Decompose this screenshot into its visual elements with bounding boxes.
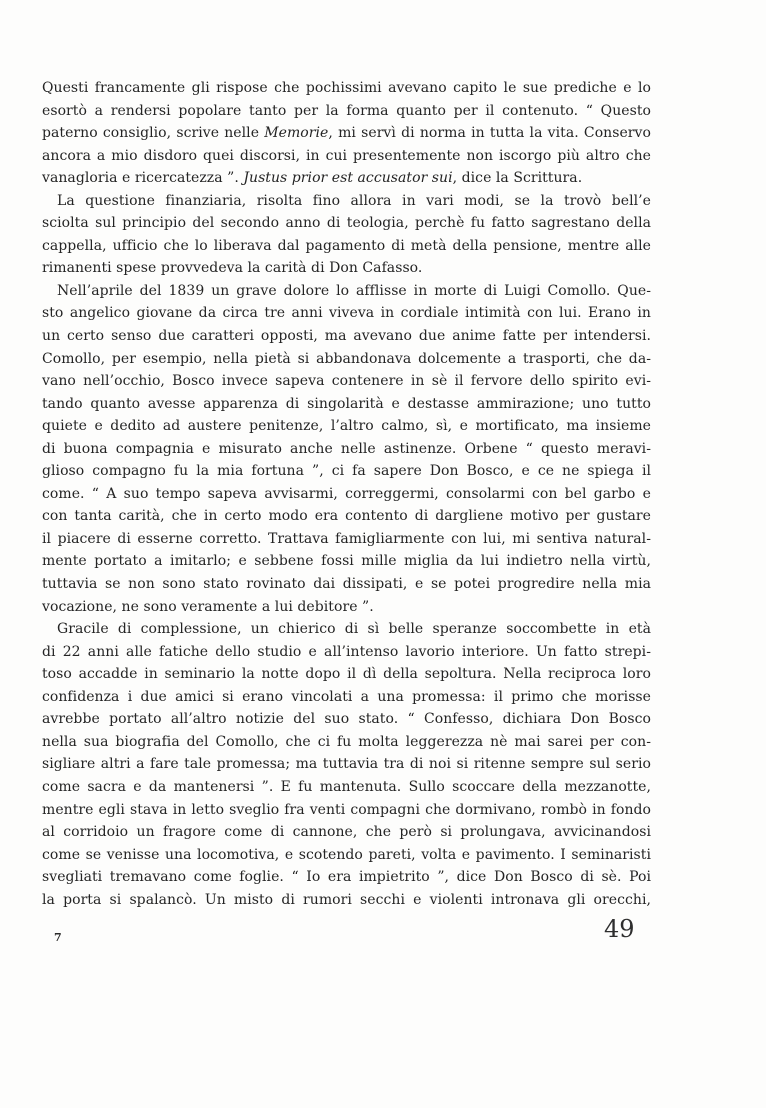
text-line: nella sua biografia del Comollo, che ci fu molta leggerezza nè mai sarei per con- <box>42 733 651 750</box>
italic-text-segment: Justus prior est accusator sui <box>243 170 453 187</box>
text-line: mentre egli stava in letto sveglio fra venti compagni che dormivano, rombò in fondo <box>42 801 651 818</box>
text-line: come se venisse una locomotiva, e scotendo pareti, volta e pavimento. I seminaristi <box>42 846 651 863</box>
text-line: glioso compagno fu la mia fortuna ”, ci fa sapere Don Bosco, e ce ne spiega il <box>42 463 651 480</box>
page-number: 49 <box>604 915 635 943</box>
text-segment: vanagloria e ricercatezza ”. <box>42 170 244 187</box>
text-line: Nell’aprile del 1839 un grave dolore lo afflisse in morte di Luigi Comollo. Que- <box>57 282 651 299</box>
text-line: al corridoio un fragore come di cannone, che però si prolungava, avvicinandosi <box>42 824 651 841</box>
text-line: il piacere di esserne corretto. Trattava famigliarmente con lui, mi sentiva natural- <box>42 530 651 547</box>
text-line: con tanta carità, che in certo modo era contento di dargliene motivo per gustare <box>42 508 651 525</box>
text-line: confidenza i due amici si erano vincolati a una promessa: il primo che morisse <box>42 688 651 705</box>
italic-text-segment: Memorie <box>264 125 329 142</box>
text-line: avrebbe portato all’altro notizie del suo stato. “ Confesso, dichiara Don Bosco <box>42 711 651 728</box>
text-line: rimanenti spese provvedeva la carità di Don Cafasso. <box>42 260 423 277</box>
text-segment: paterno consiglio, scrive nelle <box>42 125 265 142</box>
text-line: cappella, ufficio che lo liberava dal pagamento di metà della pensione, mentre alle <box>42 237 651 254</box>
text-line: vano nell’occhio, Bosco invece sapeva contenere in sè il fervore dello spirito evi- <box>42 373 651 390</box>
text-segment: , mi servì di norma in tutta la vita. Conservo <box>328 125 651 142</box>
text-line: di buona compagnia e misurato anche nelle astinenze. Orbene “ questo meravi- <box>42 440 651 457</box>
text-line: tuttavia se non sono stato rovinato dai dissipati, e se potei progredire nella mia <box>42 576 651 593</box>
text-line: La questione finanziaria, risolta fino allora in vari modi, se la trovò bell’e <box>57 192 651 209</box>
text-segment: , dice la Scrittura. <box>452 170 583 187</box>
text-line: ancora a mio disdoro quei discorsi, in cui presentemente non iscorgo più altro che <box>42 147 651 164</box>
text-line: tando quanto avesse apparenza di singolarità e destasse ammirazione; uno tutto <box>42 395 651 412</box>
text-line: Questi francamente gli rispose che pochissimi avevano capito le sue prediche e lo <box>42 80 651 96</box>
text-line: Comollo, per esempio, nella pietà si abbandonava dolcemente a trasporti, che da- <box>42 350 651 367</box>
text-line: sigliare altri a fare tale promessa; ma tuttavia tra di noi si ritenne sempre sul serio <box>42 756 651 773</box>
text-line: quiete e dedito ad austere penitenze, l’altro calmo, sì, e mortificato, ma insieme <box>42 418 651 435</box>
text-line <box>42 167 651 190</box>
text-line: svegliati tremavano come foglie. “ Io era impietrito ”, dice Don Bosco di sè. Poi <box>42 869 651 886</box>
text-line: un certo senso due caratteri opposti, ma avevano due anime fatte per intendersi. <box>42 328 651 345</box>
text-line: vocazione, ne sono veramente a lui debitore ”. <box>42 598 374 615</box>
text-line: esortò a rendersi popolare tanto per la forma quanto per il contenuto. “ Questo <box>42 102 651 119</box>
signature-mark: 7 <box>54 931 62 944</box>
text-line <box>42 122 651 145</box>
text-line: sciolta sul principio del secondo anno di teologia, perchè fu fatto sagrestano della <box>42 215 651 232</box>
text-line: Gracile di complessione, un chierico di sì belle speranze soccombette in età <box>57 621 651 638</box>
text-line: di 22 anni alle fatiche dello studio e all’intenso lavorio interiore. Un fatto strepi- <box>42 643 651 660</box>
text-line: come. “ A suo tempo sapeva avvisarmi, correggermi, consolarmi con bel garbo e <box>42 485 651 502</box>
text-line: toso accadde in seminario la notte dopo il dì della sepoltura. Nella reciproca loro <box>42 666 651 683</box>
text-line: come sacra e da mantenersi ”. E fu mantenuta. Sullo scoccare della mezzanotte, <box>42 778 651 795</box>
text-line: mente portato a imitarlo; e sebbene fossi mille miglia da lui indietro nella virtù, <box>42 553 651 570</box>
text-line: la porta si spalancò. Un misto di rumori secchi e violenti intronava gli orecchi, <box>42 891 651 908</box>
text-line: sto angelico giovane da circa tre anni viveva in cordiale intimità con lui. Erano in <box>42 305 651 322</box>
page-text <box>42 77 651 911</box>
